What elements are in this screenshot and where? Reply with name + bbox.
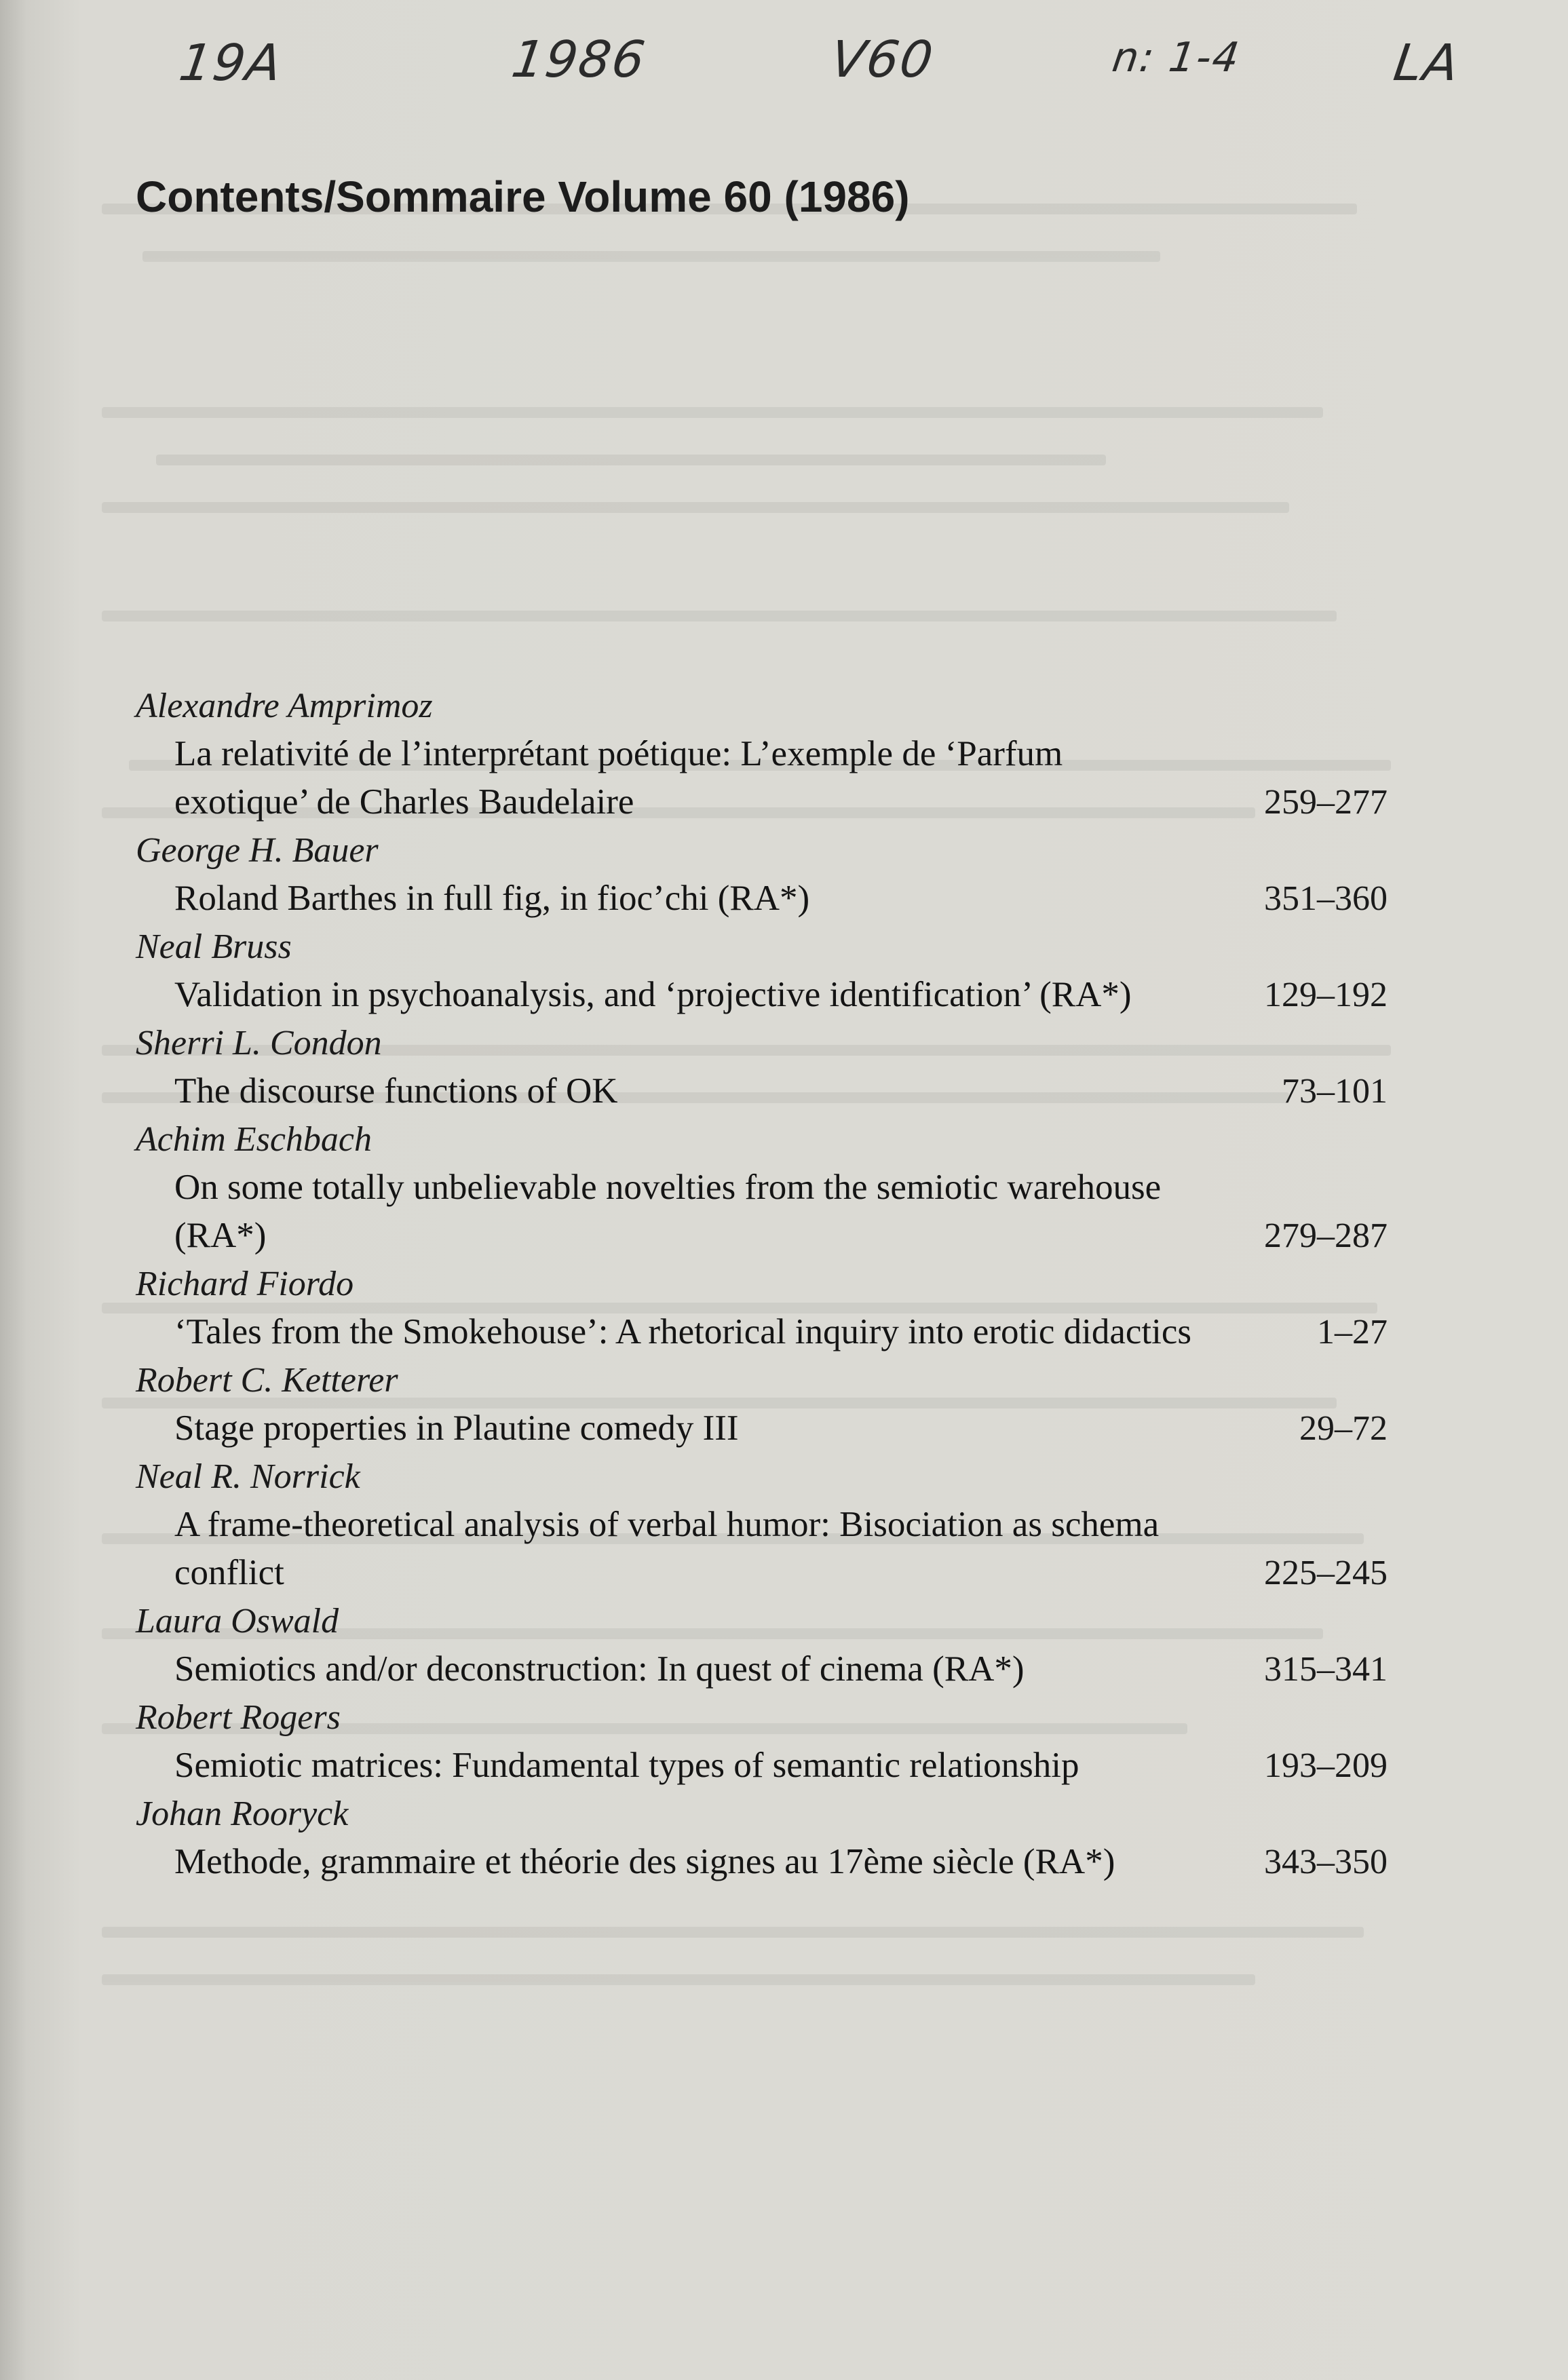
entry-article [136,1164,1388,1260]
entry-author: Alexandre Amprimoz [136,687,433,725]
entry-pages: 225–245 [1264,1554,1388,1592]
entry-author: Neal R. Norrick [136,1457,360,1496]
entry-article [136,1308,1388,1356]
handwritten-note: V60 [826,31,938,89]
handwritten-annotations [0,27,1568,115]
entry-title: Validation in psychoanalysis, and ‘projective identification’ (RA*) [174,975,1132,1014]
entry-pages: 343–350 [1264,1843,1388,1881]
entry-title: La relativité de l’interprétant poétique: L’exemple de ‘Parfum exotique’ de Charles Baudelaire [174,734,1063,822]
page-title: Contents/Sommaire Volume 60 (1986) [136,172,910,221]
entry-pages: 129–192 [1264,976,1388,1014]
entry-title: Stage properties in Plautine comedy III [174,1408,739,1448]
entry-title: Semiotic matrices: Fundamental types of semantic relationship [174,1746,1079,1785]
entry-pages: 315–341 [1264,1650,1388,1689]
handwritten-note: n: 1-4 [1109,34,1244,81]
handwritten-note: LA [1390,34,1464,92]
toc-entry [136,1260,1388,1356]
toc-entry [136,1115,1388,1260]
toc-entry [136,1453,1388,1597]
entry-pages: 1–27 [1317,1313,1388,1351]
entry-article [136,1067,1388,1115]
entry-article [136,1742,1388,1790]
toc-entry [136,1693,1388,1790]
entry-pages: 351–360 [1264,879,1388,918]
entry-title: On some totally unbelievable novelties from the semiotic warehouse (RA*) [174,1168,1162,1255]
entry-title: The discourse functions of OK [174,1071,618,1111]
entry-title: Roland Barthes in full fig, in fioc’chi (RA*) [174,879,810,918]
entry-title: A frame-theoretical analysis of verbal humor: Bisociation as schema conflict [174,1505,1160,1592]
entry-pages: 73–101 [1282,1072,1388,1111]
toc-entry [136,1790,1388,1886]
entry-title: Semiotics and/or deconstruction: In quest of cinema (RA*) [174,1649,1025,1689]
entry-author: Richard Fiordo [136,1265,354,1303]
entry-pages: 259–277 [1264,783,1388,822]
entry-article [136,1838,1388,1886]
entry-pages: 29–72 [1299,1409,1388,1448]
toc-entry [136,1356,1388,1453]
entry-article [136,730,1388,826]
entry-author: Neal Bruss [136,927,292,966]
entry-article [136,971,1388,1019]
toc-entry [136,826,1388,923]
toc-entry [136,1019,1388,1115]
toc-entry [136,682,1388,826]
table-of-contents [136,682,1388,1886]
toc-entry [136,1597,1388,1693]
toc-entry [136,923,1388,1019]
entry-author: Johan Rooryck [136,1794,349,1833]
entry-title: Methode, grammaire et théorie des signes au 17ème siècle (RA*) [174,1842,1115,1881]
entry-article [136,1404,1388,1453]
entry-pages: 279–287 [1264,1216,1388,1255]
handwritten-note: 1986 [508,31,650,89]
entry-title: ‘Tales from the Smokehouse’: A rhetorical inquiry into erotic didactics [174,1312,1192,1351]
entry-author: Robert C. Ketterer [136,1361,398,1400]
entry-pages: 193–209 [1264,1746,1388,1785]
entry-article [136,875,1388,923]
entry-article [136,1501,1388,1597]
entry-author: Achim Eschbach [136,1120,372,1159]
entry-article [136,1645,1388,1693]
entry-author: Robert Rogers [136,1698,341,1737]
entry-author: George H. Bauer [136,831,379,870]
handwritten-note: 19A [175,34,286,92]
entry-author: Laura Oswald [136,1602,339,1640]
entry-author: Sherri L. Condon [136,1024,382,1062]
